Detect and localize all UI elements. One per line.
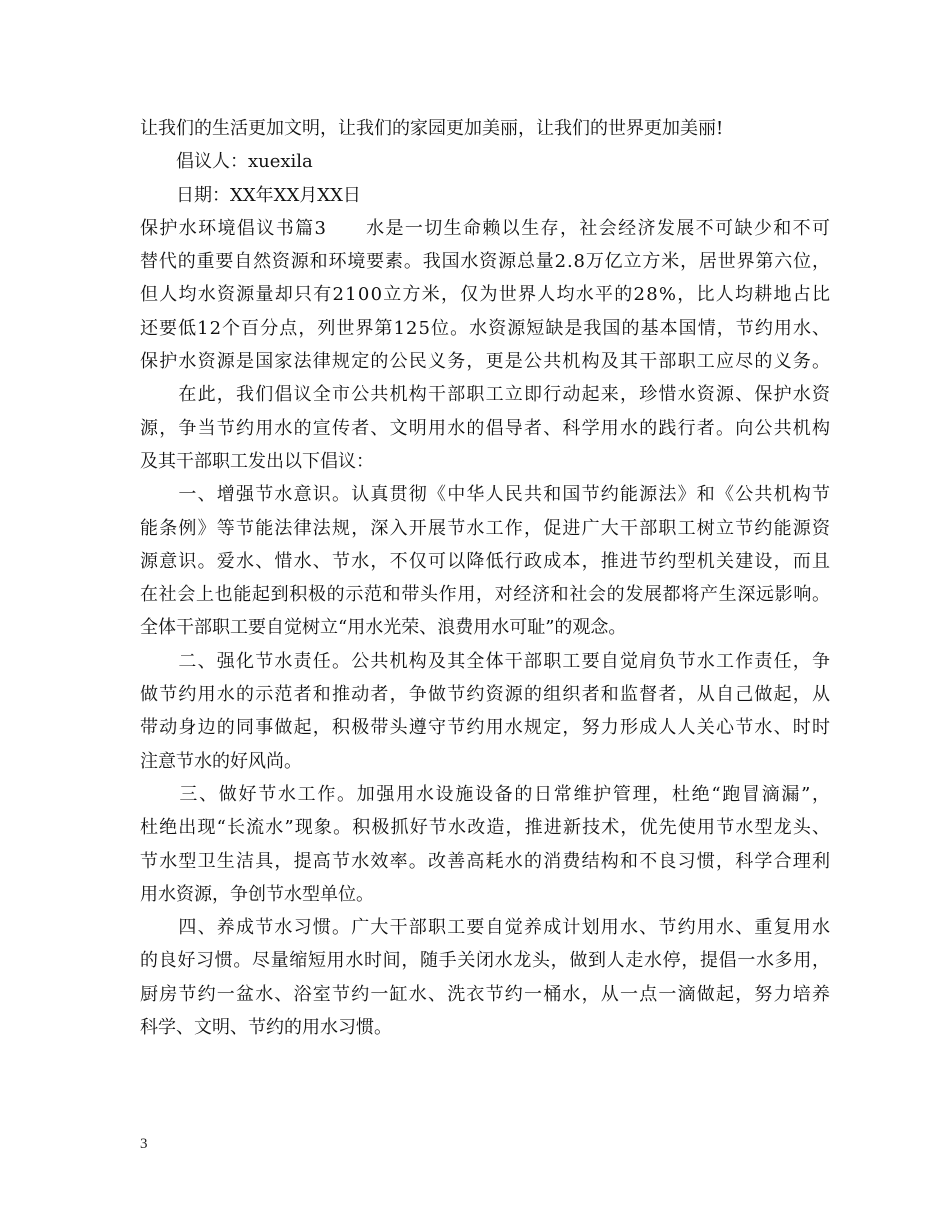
text-line: 二、强化节水责任。公共机构及其全体干部职工要自觉肩负节水工作责任，争 — [140, 650, 832, 672]
text-line: 源，争当节约用水的宣传者、文明用水的倡导者、科学用水的践行者。向公共机构 — [140, 417, 832, 439]
text-line: 厨房节约一盆水、浴室节约一缸水、洗衣节约一桶水，从一点一滴做起，努力培养 — [140, 983, 832, 1005]
text-line: 一、增强节水意识。认真贯彻《中华人民共和国节约能源法》和《公共机构节 — [140, 484, 832, 506]
text-line: 节水型卫生洁具，提高节水效率。改善高耗水的消费结构和不良习惯，科学合理利 — [140, 850, 832, 872]
text-line: 日期：XX年XX月XX日 — [140, 184, 361, 206]
text-line: 能条例》等节能法律法规，深入开展节水工作，促进广大干部职工树立节约能源资 — [140, 517, 832, 539]
text-line: 的良好习惯。尽量缩短用水时间，随手关闭水龙头，做到人走水停，提倡一水多用， — [140, 950, 831, 972]
text-line: 带动身边的同事做起，积极带头遵守节约用水规定，努力形成人人关心节水、时时 — [140, 717, 832, 739]
text-line: 科学、文明、节约的用水习惯。 — [140, 1017, 392, 1039]
text-line: 让我们的生活更加文明，让我们的家园更加美丽，让我们的世界更加美丽! — [140, 118, 724, 139]
text-line: 倡议人：xuexila — [140, 151, 313, 173]
document-body — [140, 112, 830, 1044]
text-line: 三、做好节水工作。加强用水设施设备的日常维护管理，杜绝“跑冒滴漏”， — [140, 783, 832, 805]
text-line: 四、养成节水习惯。广大干部职工要自觉养成计划用水、节约用水、重复用水 — [140, 917, 832, 939]
text-line: 保护水环境倡议书篇3 水是一切生命赖以生存，社会经济发展不可缺少和不可 — [140, 217, 832, 239]
text-line: 注意节水的好风尚。 — [140, 750, 302, 772]
text-line: 还要低12个百分点，列世界第125位。水资源短缺是我国的基本国情，节约用水、 — [140, 317, 832, 339]
text-line: 保护水资源是国家法律规定的公民义务，更是公共机构及其干部职工应尽的义务。 — [140, 351, 832, 373]
text-line: 在社会上也能起到积极的示范和带头作用，对经济和社会的发展都将产生深远影响。 — [140, 584, 831, 606]
text-line: 杜绝出现“长流水”现象。积极抓好节水改造，推进新技术，优先使用节水型龙头、 — [140, 817, 832, 839]
text-line: 但人均水资源量却只有2100立方米，仅为世界人均水平的28%，比人均耕地占比 — [140, 284, 832, 306]
text-line: 全体干部职工要自觉树立“用水光荣、浪费用水可耻”的观念。 — [140, 617, 627, 639]
text-line: 及其干部职工发出以下倡议： — [140, 450, 374, 472]
text-line: 做节约用水的示范者和推动者，争做节约资源的组织者和监督者，从自己做起，从 — [140, 684, 832, 706]
text-line: 源意识。爱水、惜水、节水，不仅可以降低行政成本，推进节约型机关建设，而且 — [140, 550, 832, 572]
text-line: 用水资源，争创节水型单位。 — [140, 883, 374, 905]
text-line: 替代的重要自然资源和环境要素。我国水资源总量2.8万亿立方米，居世界第六位， — [140, 251, 831, 273]
page-number: 3 — [140, 1136, 148, 1152]
text-line: 在此，我们倡议全市公共机构干部职工立即行动起来，珍惜水资源、保护水资 — [140, 384, 832, 406]
